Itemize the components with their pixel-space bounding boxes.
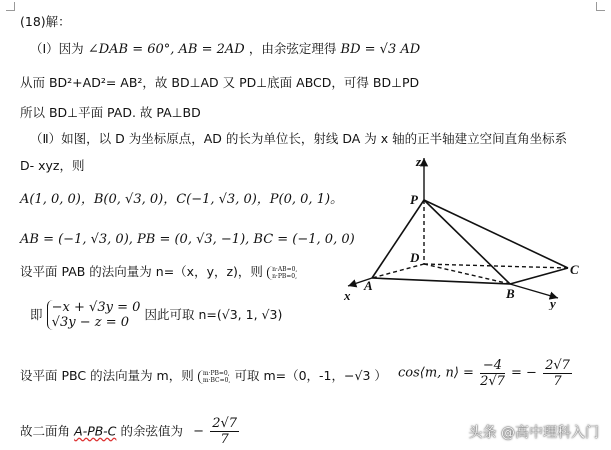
edge-bc (510, 268, 568, 284)
take-m-text: 可取 m=（0，-1，−√3 ） (234, 368, 387, 383)
part2-intro2: D- xyz，则 (20, 158, 85, 173)
equation-1: −x + √3y = 0 (51, 300, 141, 315)
equation-system-line (30, 300, 282, 330)
pab-cond-2: n·PB=0, (272, 272, 298, 280)
final-prefix: 故二面角 (20, 423, 71, 439)
normal-pbc-line (20, 368, 387, 385)
final-fraction (210, 416, 239, 447)
edge-pb (424, 200, 510, 284)
pbc-cond-1: m·PB=0, (202, 369, 230, 377)
part2-points: A(1, 0, 0)，B(0, √3, 0)，C(−1, √3, 0)，P(0, 0, 1)。 (20, 192, 344, 207)
final-minus: − (193, 423, 205, 439)
pbc-cond-2: m·BC=0, (202, 376, 231, 384)
part1-line2: 从而 BD²+AD²= AB²，故 BD⊥AD 又 PD⊥底面 ABCD，可得 BD⊥PD (20, 75, 420, 90)
edge-pc (424, 200, 568, 268)
pab-cond-1: n·AB=0, (272, 265, 298, 273)
ji-label: 即 (30, 307, 43, 322)
cos-eq-sign: = − (511, 365, 537, 381)
label-y: y (550, 296, 556, 310)
final-mid: 的余弦值为 (120, 423, 184, 439)
label-z: z (416, 154, 422, 169)
final-answer (20, 416, 241, 447)
edge-dc (424, 264, 568, 268)
problem-header: (18)解： (20, 14, 71, 29)
cos-expression (398, 358, 574, 389)
final-num: 2√7 (212, 416, 238, 431)
part1-label: （Ⅰ）因为 (30, 41, 84, 56)
cos-den-2: 7 (553, 374, 562, 389)
label-d: D (410, 250, 420, 265)
cos-num-2: 2√7 (545, 358, 570, 373)
part2-vectors: AB = (−1, √3, 0), PB = (0, √3, −1), BC = (−1, 0, 0) (20, 232, 355, 247)
pbc-condition-system (198, 370, 230, 384)
pyramid-figure (340, 150, 600, 310)
part1-result: BD = √3 AD (340, 42, 421, 57)
label-c: C (570, 262, 579, 277)
cos-lhs: cos⟨m, n⟩ = (398, 365, 474, 381)
corner-mark-top-left (6, 2, 15, 11)
label-b: B (506, 286, 515, 301)
watermark: 头条 @高中理科入门 (468, 425, 599, 441)
final-angle: A-PB-C (74, 423, 117, 439)
normal-pab-text: 设平面 PAB 的法向量为 n=（x，y，z)，则 (20, 264, 263, 279)
part1-line3: 所以 BD⊥平面 PAD. 故 PA⊥BD (20, 105, 201, 120)
part1-cond1: ∠DAB = 60°, AB = 2AD (87, 42, 245, 57)
corner-mark-top-right (596, 2, 605, 11)
cos-num-1: −4 (480, 358, 505, 374)
part2-intro: （Ⅱ）如图，以 D 为坐标原点，AD 的长为单位长，射线 DA 为 x 轴的正半轴建立空间直角坐标系 (30, 131, 568, 146)
cos-den-1: 2√7 (480, 374, 505, 389)
equation-system (47, 300, 141, 330)
part1-mid: ，由余弦定理得 (248, 41, 337, 56)
pab-condition-system (267, 266, 297, 280)
label-p: P (410, 192, 418, 207)
label-a: A (364, 278, 373, 293)
label-x: x (344, 288, 351, 303)
take-n-text: 因此可取 n=(√3, 1, √3) (144, 307, 283, 322)
normal-pbc-text: 设平面 PBC 的法向量为 m，则 (20, 368, 194, 383)
equation-2: √3y − z = 0 (51, 315, 129, 330)
cos-fraction-1 (480, 358, 505, 389)
normal-pab-line (20, 264, 297, 281)
final-den: 7 (220, 432, 229, 447)
cos-fraction-2 (543, 358, 572, 389)
part1-line1 (30, 41, 420, 58)
